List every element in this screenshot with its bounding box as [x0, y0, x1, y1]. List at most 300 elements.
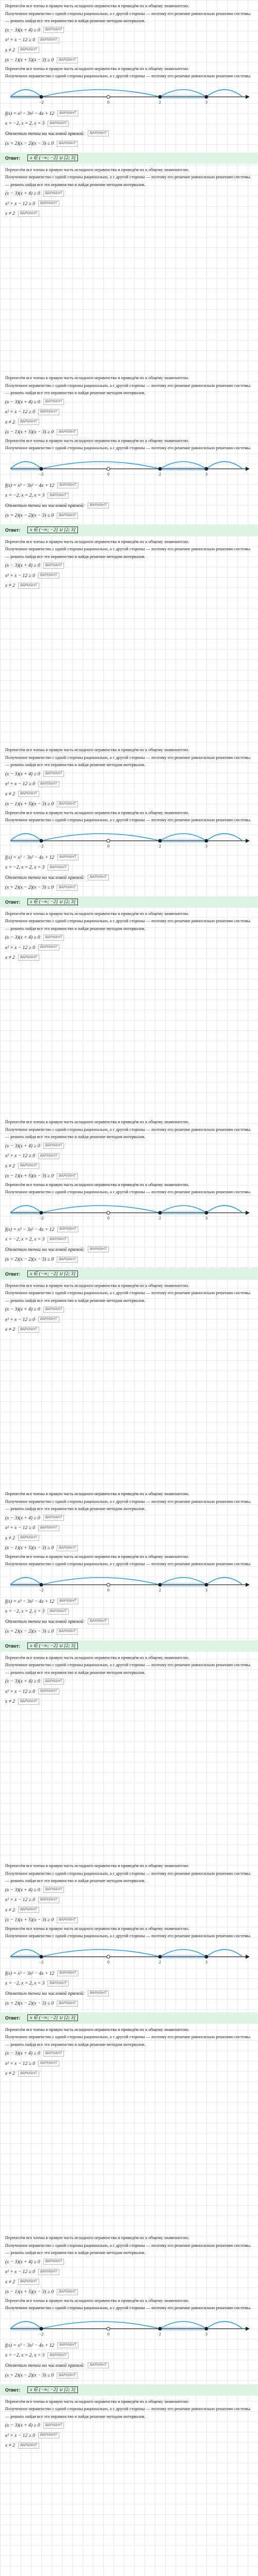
- variant-tag[interactable]: ВАРИАНТ: [43, 1515, 64, 1521]
- formula-text: Отметим точки на числовой прямой:: [5, 503, 85, 509]
- formula-line: [5, 1523, 253, 1534]
- formula-text: x ≠ 2: [5, 1699, 15, 1704]
- formula-text: x = −2, x = 2, x = 3: [5, 1609, 45, 1614]
- formula-text: Отметим точки на числовой прямой:: [5, 1247, 85, 1252]
- critical-point: [40, 2327, 43, 2330]
- formula-line: [5, 863, 253, 873]
- explanation-text: Полученное неравенство с одной стороны рационально, а с другой стороны — поэтому его решение равносильно решению системы.: [5, 11, 251, 16]
- variant-tag[interactable]: ВАРИАНТ: [43, 2422, 64, 2429]
- formula-text: x = −2, x = 2, x = 3: [5, 2353, 45, 2358]
- formula-line: [5, 800, 253, 810]
- variant-tag[interactable]: ВАРИАНТ: [38, 1688, 59, 1694]
- critical-point: [158, 2327, 162, 2330]
- formula-text: x² + x − 12 ≥ 0: [5, 2061, 35, 2066]
- formula-text: x = −2, x = 2, x = 3: [5, 865, 45, 870]
- sign-arc: [41, 834, 160, 841]
- formula-line: [5, 2341, 253, 2351]
- point-label: 3: [205, 471, 207, 477]
- formula-text: x ≠ 2: [5, 1327, 15, 1332]
- critical-point: [107, 1583, 110, 1586]
- variant-tag[interactable]: ВАРИАНТ: [18, 1535, 39, 1541]
- answer-label: Ответ:: [5, 2015, 21, 2021]
- sign-arc: [206, 1206, 243, 1213]
- explanation-text: — решить найдя все это неравенство и найдя решение методом интервалов.: [5, 926, 146, 931]
- variant-tag[interactable]: ВАРИАНТ: [18, 583, 39, 589]
- number-line: [5, 825, 253, 849]
- formula-text: (x + 2)(x − 2)(x − 3) ≤ 0: [5, 1629, 54, 1634]
- answer-label: Ответ:: [5, 1271, 21, 1277]
- critical-point: [107, 467, 110, 470]
- formula-text: (x − 3)(x + 4) ≥ 0: [5, 27, 40, 33]
- axis-arrow-icon: [246, 2327, 250, 2331]
- variant-tag[interactable]: ВАРИАНТ: [18, 1907, 39, 1913]
- answer-box: x ∈ (−∞; −2] ∪ [2; 3]: [27, 899, 78, 905]
- formula-text: (x − 1)(x + 5)(x − 3) ≥ 0: [5, 58, 54, 63]
- variant-tag[interactable]: ВАРИАНТ: [57, 1257, 78, 1263]
- variant-tag[interactable]: ВАРИАНТ: [57, 885, 78, 891]
- formula-line: [5, 1989, 253, 1999]
- variant-tag[interactable]: ВАРИАНТ: [47, 1980, 69, 1987]
- variant-tag[interactable]: ВАРИАНТ: [43, 935, 64, 941]
- variant-tag[interactable]: ВАРИАНТ: [18, 955, 39, 961]
- variant-tag[interactable]: ВАРИАНТ: [38, 944, 59, 951]
- variant-tag[interactable]: ВАРИАНТ: [57, 110, 78, 116]
- variant-tag[interactable]: ВАРИАНТ: [43, 563, 64, 569]
- explanation-text: Полученное неравенство с одной стороны рационально, а с другой стороны — поэтому его решение равносильно решению системы.: [5, 2243, 251, 2248]
- formula-text: x ≠ 2: [5, 419, 15, 425]
- answer-value: [24, 155, 78, 161]
- variant-tag[interactable]: ВАРИАНТ: [38, 37, 59, 43]
- answer-label: Ответ:: [5, 527, 21, 533]
- formula-line: [5, 119, 253, 129]
- point-label: 0: [107, 2331, 109, 2336]
- explanation-text: Перенесём все члены в правую часть исходного неравенства и приведём их к общему знаменателю.: [5, 2027, 189, 2032]
- variant-tag[interactable]: ВАРИАНТ: [43, 2259, 64, 2265]
- formula-line: [5, 933, 253, 943]
- explanation-text: Перенесём все члены в правую часть исходного неравенства и приведём их к общему знаменателю.: [5, 1655, 189, 1660]
- variant-tag[interactable]: ВАРИАНТ: [88, 1990, 109, 1996]
- formula-line: [5, 1245, 253, 1256]
- variant-tag[interactable]: ВАРИАНТ: [57, 513, 78, 519]
- variant-tag[interactable]: ВАРИАНТ: [38, 572, 59, 579]
- variant-tag[interactable]: ВАРИАНТ: [57, 141, 78, 147]
- critical-point: [40, 95, 43, 98]
- solution-step: [0, 1488, 258, 1860]
- variant-tag[interactable]: ВАРИАНТ: [18, 1699, 39, 1705]
- point-label: 0: [107, 471, 109, 477]
- answer-value: [24, 2014, 78, 2021]
- formula-line: [5, 1162, 253, 1172]
- variant-tag[interactable]: ВАРИАНТ: [57, 2342, 78, 2348]
- explanation-text: Полученное неравенство с одной стороны рационально, а с другой стороны — поэтому его решение равносильно решению системы.: [5, 383, 251, 388]
- variant-tag[interactable]: ВАРИАНТ: [88, 1618, 109, 1624]
- critical-point: [205, 467, 208, 470]
- formula-text: (x − 3)(x + 4) ≥ 0: [5, 1515, 40, 1521]
- variant-tag[interactable]: ВАРИАНТ: [57, 2372, 78, 2379]
- variant-tag[interactable]: ВАРИАНТ: [47, 493, 69, 499]
- formula-line: [5, 2069, 253, 2079]
- answer-box: x ∈ (−∞; −2] ∪ [2; 3]: [27, 155, 78, 161]
- formula-text: (x − 1)(x + 5)(x − 3) ≥ 0: [5, 1546, 54, 1551]
- variant-tag[interactable]: ВАРИАНТ: [57, 2001, 78, 2007]
- variant-tag[interactable]: ВАРИАНТ: [47, 1236, 69, 1243]
- explanation-text: — решить найдя все это неравенство и найдя решение методом интервалов.: [5, 2042, 146, 2047]
- point-label: 3: [205, 2331, 207, 2336]
- formula-line: [5, 2267, 253, 2278]
- solution-step: [0, 2232, 258, 2576]
- formula-text: (x − 3)(x + 4) ≥ 0: [5, 2051, 40, 2056]
- formula-line: [5, 1151, 253, 1162]
- formula-line: [5, 1687, 253, 1698]
- formula-line: [5, 2371, 253, 2381]
- formula-text: Отметим точки на числовой прямой:: [5, 2363, 85, 2368]
- sign-arc: [41, 1950, 160, 1957]
- point-label: 3: [205, 843, 207, 849]
- formula-text: (x − 3)(x + 4) ≥ 0: [5, 935, 40, 940]
- formula-text: x ≠ 2: [5, 955, 15, 960]
- formula-line: [5, 1969, 253, 1979]
- formula-line: [5, 561, 253, 571]
- number-line: [5, 453, 253, 477]
- explanation-text: Полученное неравенство с одной стороны рационально, а с другой стороны — поэтому его решение равносильно решению системы.: [5, 818, 251, 822]
- formula-text: (x + 2)(x − 2)(x − 3) ≤ 0: [5, 2373, 54, 2378]
- formula-text: x² + x − 12 ≥ 0: [5, 2433, 35, 2438]
- explanation-text: Полученное неравенство с одной стороны рационально, а с другой стороны — поэтому его решение равносильно решению системы.: [5, 2306, 251, 2310]
- formula-line: [5, 1225, 253, 1235]
- variant-tag[interactable]: ВАРИАНТ: [57, 854, 78, 860]
- formula-line: [5, 953, 253, 963]
- axis-arrow-icon: [246, 1955, 250, 1959]
- formula-line: [5, 1677, 253, 1687]
- formula-text: (x − 1)(x + 5)(x − 3) ≥ 0: [5, 1918, 54, 1923]
- explanation-text: Полученное неравенство с одной стороны рационально, а с другой стороны — поэтому его решение равносильно решению системы.: [5, 1871, 251, 1876]
- variant-tag[interactable]: ВАРИАНТ: [88, 1246, 109, 1252]
- formula-text: (x − 3)(x + 4) ≥ 0: [5, 563, 40, 568]
- formula-line: [5, 2278, 253, 2288]
- answer-row: [0, 1268, 258, 1280]
- explanation-text: — решить найдя все это неравенство и найдя решение методом интервалов.: [5, 2250, 146, 2255]
- sign-arc: [206, 2321, 243, 2329]
- formula-text: Отметим точки на числовой прямой:: [5, 1991, 85, 1996]
- formula-text: x ≠ 2: [5, 211, 15, 216]
- formula-text: (x − 1)(x + 5)(x − 3) ≥ 0: [5, 1174, 54, 1179]
- formula-line: [5, 408, 253, 418]
- explanation-text: — решить найдя все это неравенство и найдя решение методом интервалов.: [5, 2414, 146, 2419]
- variant-tag[interactable]: ВАРИАНТ: [38, 1316, 59, 1323]
- critical-point: [107, 839, 110, 842]
- point-label: 3: [205, 99, 207, 105]
- critical-point: [107, 1211, 110, 1214]
- number-line: [5, 1569, 253, 1593]
- variant-tag[interactable]: ВАРИАНТ: [57, 2289, 78, 2295]
- explanation-text: — решить найдя все это неравенство и найдя решение методом интервалов.: [5, 182, 146, 187]
- variant-tag[interactable]: ВАРИАНТ: [57, 1629, 78, 1635]
- formula-text: x ≠ 2: [5, 1163, 15, 1169]
- variant-tag[interactable]: ВАРИАНТ: [47, 121, 69, 127]
- variant-tag[interactable]: ВАРИАНТ: [57, 57, 78, 63]
- formula-text: (x − 3)(x + 4) ≥ 0: [5, 1887, 40, 1893]
- variant-tag[interactable]: ВАРИАНТ: [38, 1897, 59, 1903]
- formula-line: [5, 883, 253, 893]
- variant-tag[interactable]: ВАРИАНТ: [57, 482, 78, 488]
- variant-tag[interactable]: ВАРИАНТ: [57, 1917, 78, 1923]
- variant-tag[interactable]: ВАРИАНТ: [38, 1153, 59, 1159]
- formula-text: f(x) = x³ − 3x² − 4x + 12: [5, 111, 55, 116]
- explanation-text: Перенесём все члены в правую часть исходного неравенства и приведём их к общему знаменателю.: [5, 1926, 189, 1931]
- variant-tag[interactable]: ВАРИАНТ: [38, 2060, 59, 2066]
- variant-tag[interactable]: ВАРИАНТ: [43, 771, 64, 777]
- formula-line: [5, 1895, 253, 1906]
- formula-text: x = −2, x = 2, x = 3: [5, 121, 45, 126]
- explanation-text: — решить найдя все это неравенство и найдя решение методом интервалов.: [5, 1506, 146, 1511]
- formula-text: (x + 2)(x − 2)(x − 3) ≤ 0: [5, 1257, 54, 1262]
- variant-tag[interactable]: ВАРИАНТ: [38, 781, 59, 787]
- explanation-text: Перенесём все члены в правую часть исходного неравенства и приведём их к общему знаменателю.: [5, 1554, 189, 1559]
- explanation-text: Перенесём все члены в правую часть исходного неравенства и приведём их к общему знаменателю.: [5, 438, 189, 443]
- formula-text: (x − 3)(x + 4) ≥ 0: [5, 1143, 40, 1149]
- formula-line: [5, 2441, 253, 2451]
- formula-line: [5, 491, 253, 501]
- formula-line: [5, 1142, 253, 1152]
- formula-line: [5, 853, 253, 863]
- formula-line: [5, 1607, 253, 1617]
- explanation-text: Полученное неравенство с одной стороны рационально, а с другой стороны — поэтому его решение равносильно решению системы.: [5, 1499, 251, 1504]
- variant-tag[interactable]: ВАРИАНТ: [18, 211, 39, 217]
- variant-tag[interactable]: ВАРИАНТ: [57, 1545, 78, 1551]
- formula-line: [5, 1305, 253, 1315]
- sign-arc: [41, 1206, 160, 1213]
- point-label: −2: [39, 1587, 44, 1592]
- variant-tag[interactable]: ВАРИАНТ: [57, 801, 78, 807]
- explanation-text: Полученное неравенство с одной стороны рационально, а с другой стороны — поэтому его решение равносильно решению системы.: [5, 1562, 251, 1566]
- axis-arrow-icon: [246, 1583, 250, 1587]
- formula-text: f(x) = x³ − 3x² − 4x + 12: [5, 1971, 55, 1976]
- formula-line: [5, 2287, 253, 2298]
- answer-box: x ∈ (−∞; −2] ∪ [2; 3]: [27, 527, 78, 533]
- formula-text: (x + 2)(x − 2)(x − 3) ≤ 0: [5, 885, 54, 890]
- variant-tag[interactable]: ВАРИАНТ: [18, 791, 39, 797]
- formula-line: [5, 943, 253, 954]
- variant-tag[interactable]: ВАРИАНТ: [38, 409, 59, 415]
- formula-text: (x − 3)(x + 4) ≥ 0: [5, 2423, 40, 2428]
- explanation-text: Перенесём все члены в правую часть исходного неравенства и приведём их к общему знаменателю.: [5, 2298, 189, 2303]
- variant-tag[interactable]: ВАРИАНТ: [18, 1163, 39, 1169]
- answer-row: [0, 896, 258, 908]
- explanation-text: Полученное неравенство с одной стороны рационально, а с другой стороны — поэтому его решение равносильно решению системы.: [5, 1934, 251, 1938]
- answer-box: x ∈ (−∞; −2] ∪ [2; 3]: [27, 1270, 78, 1277]
- formula-line: [5, 1617, 253, 1628]
- point-label: −2: [39, 1215, 44, 1221]
- explanation-text: Перенесём все члены в правую часть исходного неравенства и приведём их к общему знаменателю.: [5, 1492, 189, 1496]
- sign-arc: [206, 1950, 243, 1957]
- variant-tag[interactable]: ВАРИАНТ: [47, 2352, 69, 2359]
- answer-value: [24, 2386, 78, 2393]
- formula-text: x² + x − 12 ≥ 0: [5, 573, 35, 579]
- formula-line: [5, 1514, 253, 1524]
- variant-tag[interactable]: ВАРИАНТ: [38, 1525, 59, 1531]
- formula-line: [5, 26, 253, 36]
- answer-label: Ответ:: [5, 899, 21, 905]
- variant-tag[interactable]: ВАРИАНТ: [57, 429, 78, 435]
- explanation-text: Перенесём все члены в правую часть исходного неравенства и приведём их к общему знаменателю.: [5, 66, 189, 71]
- formula-line: [5, 2351, 253, 2361]
- explanation-text: Полученное неравенство с одной стороны рационально, а с другой стороны — поэтому его решение равносильно решению системы.: [5, 1190, 251, 1194]
- variant-tag[interactable]: ВАРИАНТ: [57, 1970, 78, 1976]
- answer-value: [24, 1642, 78, 1649]
- formula-line: [5, 501, 253, 512]
- critical-point: [158, 1955, 162, 1958]
- critical-point: [40, 839, 43, 842]
- answer-label: Ответ:: [5, 1643, 21, 1649]
- formula-text: (x − 1)(x + 5)(x − 3) ≥ 0: [5, 2290, 54, 2295]
- answer-row: [0, 2012, 258, 2024]
- point-label: −2: [39, 1959, 44, 1964]
- formula-line: [5, 189, 253, 199]
- variant-tag[interactable]: ВАРИАНТ: [43, 399, 64, 405]
- explanation-text: Перенесём все члены в правую часть исходного неравенства и приведём их к общему знаменателю.: [5, 539, 189, 544]
- critical-point: [205, 1583, 208, 1586]
- formula-text: (x − 3)(x + 4) ≥ 0: [5, 1307, 40, 1312]
- explanation-text: — решить найдя все это неравенство и найдя решение методом интервалов.: [5, 1878, 146, 1883]
- explanation-text: Перенесём все члены в правую часть исходного неравенства и приведём их к общему знаменателю.: [5, 1283, 189, 1288]
- formula-line: [5, 36, 253, 46]
- variant-tag[interactable]: ВАРИАНТ: [43, 1307, 64, 1313]
- variant-tag[interactable]: ВАРИАНТ: [57, 1226, 78, 1232]
- formula-line: [5, 2059, 253, 2070]
- formula-line: [5, 581, 253, 591]
- variant-tag[interactable]: ВАРИАНТ: [47, 865, 69, 871]
- formula-line: [5, 481, 253, 492]
- explanation-text: — решить найдя все это неравенство и найдя решение методом интервалов.: [5, 1134, 146, 1139]
- variant-tag[interactable]: ВАРИАНТ: [38, 200, 59, 207]
- answer-box: x ∈ (−∞; −2] ∪ [2; 3]: [27, 2014, 78, 2021]
- explanation-text: — решить найдя все это неравенство и найдя решение методом интервалов.: [5, 1670, 146, 1675]
- formula-text: x = −2, x = 2, x = 3: [5, 493, 45, 498]
- sign-arc: [41, 90, 160, 97]
- variant-tag[interactable]: ВАРИАНТ: [43, 191, 64, 197]
- formula-text: (x − 3)(x + 4) ≥ 0: [5, 2259, 40, 2265]
- answer-value: [24, 527, 78, 533]
- critical-point: [40, 467, 43, 470]
- formula-line: [5, 1534, 253, 1544]
- sign-arc: [41, 2321, 160, 2329]
- variant-tag[interactable]: ВАРИАНТ: [18, 1327, 39, 1333]
- axis-arrow-icon: [246, 1211, 250, 1215]
- critical-point: [40, 1955, 43, 1958]
- formula-line: [5, 418, 253, 428]
- formula-text: (x − 3)(x + 4) ≥ 0: [5, 399, 40, 405]
- variant-tag[interactable]: ВАРИАНТ: [43, 1679, 64, 1685]
- formula-text: (x − 1)(x + 5)(x − 3) ≥ 0: [5, 802, 54, 807]
- variant-tag[interactable]: ВАРИАНТ: [57, 1598, 78, 1604]
- variant-tag[interactable]: ВАРИАНТ: [43, 1143, 64, 1149]
- formula-line: [5, 873, 253, 884]
- formula-line: [5, 770, 253, 780]
- formula-text: x² + x − 12 ≥ 0: [5, 1897, 35, 1903]
- formula-line: [5, 1627, 253, 1637]
- answer-label: Ответ:: [5, 2387, 21, 2393]
- variant-tag[interactable]: ВАРИАНТ: [47, 1608, 69, 1615]
- formula-text: x² + x − 12 ≥ 0: [5, 38, 35, 43]
- explanation-text: Перенесём все члены в правую часть исходного неравенства и приведём их к общему знаменателю.: [5, 911, 189, 916]
- variant-tag[interactable]: ВАРИАНТ: [57, 1173, 78, 1179]
- point-label: −2: [39, 99, 44, 105]
- variant-tag[interactable]: ВАРИАНТ: [88, 130, 109, 137]
- variant-tag[interactable]: ВАРИАНТ: [38, 2432, 59, 2438]
- variant-tag[interactable]: ВАРИАНТ: [38, 2269, 59, 2275]
- formula-text: x ≠ 2: [5, 1535, 15, 1541]
- explanation-text: Полученное неравенство с одной стороны рационально, а с другой стороны — поэтому его решение равносильно решению системы.: [5, 1291, 251, 1295]
- axis-arrow-icon: [246, 95, 250, 99]
- formula-text: (x − 3)(x + 4) ≥ 0: [5, 191, 40, 196]
- formula-line: [5, 1979, 253, 1989]
- explanation-text: Перенесём все члены в правую часть исходного неравенства и приведём их к общему знаменателю.: [5, 2399, 189, 2404]
- formula-line: [5, 1886, 253, 1896]
- formula-line: [5, 1235, 253, 1245]
- explanation-text: — решить найдя все это неравенство и найдя решение методом интервалов.: [5, 1298, 146, 1303]
- point-label: 2: [159, 1215, 161, 1221]
- formula-text: x = −2, x = 2, x = 3: [5, 1981, 45, 1986]
- answer-row: [0, 2384, 258, 2396]
- formula-line: [5, 1697, 253, 1707]
- formula-text: Отметим точки на числовой прямой:: [5, 131, 85, 137]
- variant-tag[interactable]: ВАРИАНТ: [88, 2362, 109, 2368]
- variant-tag[interactable]: ВАРИАНТ: [43, 27, 64, 33]
- variant-tag[interactable]: ВАРИАНТ: [43, 2050, 64, 2057]
- variant-tag[interactable]: ВАРИАНТ: [88, 502, 109, 509]
- explanation-text: Полученное неравенство с одной стороны рационально, а с другой стороны — поэтому его решение равносильно решению системы.: [5, 547, 251, 551]
- variant-tag[interactable]: ВАРИАНТ: [18, 419, 39, 425]
- solution-step: [0, 1116, 258, 1488]
- formula-text: x ≠ 2: [5, 583, 15, 588]
- formula-line: [5, 779, 253, 790]
- point-label: 2: [159, 2331, 161, 2336]
- explanation-text: Перенесём все члены в правую часть исходного неравенства и приведём их к общему знаменателю.: [5, 4, 189, 8]
- variant-tag[interactable]: ВАРИАНТ: [18, 2071, 39, 2077]
- formula-text: x ≠ 2: [5, 2071, 15, 2076]
- formula-text: x² + x − 12 ≥ 0: [5, 1526, 35, 1531]
- formula-text: x² + x − 12 ≥ 0: [5, 1154, 35, 1159]
- formula-text: (x + 2)(x − 2)(x − 3) ≤ 0: [5, 2001, 54, 2006]
- variant-tag[interactable]: ВАРИАНТ: [18, 47, 39, 53]
- point-label: 0: [107, 1959, 109, 1964]
- point-label: 0: [107, 99, 109, 105]
- explanation-text: Перенесём все члены в правую часть исходного неравенства и приведём их к общему знаменателю.: [5, 2235, 189, 2240]
- formula-line: [5, 1597, 253, 1607]
- formula-line: [5, 139, 253, 149]
- answer-box: x ∈ (−∞; −2] ∪ [2; 3]: [27, 1642, 78, 1649]
- critical-point: [158, 467, 162, 470]
- formula-text: x ≠ 2: [5, 2279, 15, 2285]
- solution-step: [0, 372, 258, 744]
- explanation-text: — решить найдя все это неравенство и найдя решение методом интервалов.: [5, 762, 146, 767]
- formula-text: x² + x − 12 ≥ 0: [5, 1317, 35, 1323]
- point-label: 2: [159, 99, 161, 105]
- formula-text: x² + x − 12 ≥ 0: [5, 201, 35, 207]
- formula-text: x² + x − 12 ≥ 0: [5, 1689, 35, 1694]
- variant-tag[interactable]: ВАРИАНТ: [88, 874, 109, 880]
- critical-point: [158, 1583, 162, 1586]
- explanation-text: Полученное неравенство с одной стороны рационально, а с другой стороны — поэтому его решение равносильно решению системы.: [5, 919, 251, 923]
- explanation-text: Перенесём все члены в правую часть исходного неравенства и приведём их к общему знаменателю.: [5, 1182, 189, 1187]
- formula-text: f(x) = x³ − 3x² − 4x + 12: [5, 483, 55, 488]
- critical-point: [205, 2327, 208, 2330]
- variant-tag[interactable]: ВАРИАНТ: [43, 1887, 64, 1893]
- answer-label: Ответ:: [5, 155, 21, 161]
- sign-arc: [41, 462, 160, 469]
- variant-tag[interactable]: ВАРИАНТ: [18, 2279, 39, 2285]
- variant-tag[interactable]: ВАРИАНТ: [18, 2443, 39, 2449]
